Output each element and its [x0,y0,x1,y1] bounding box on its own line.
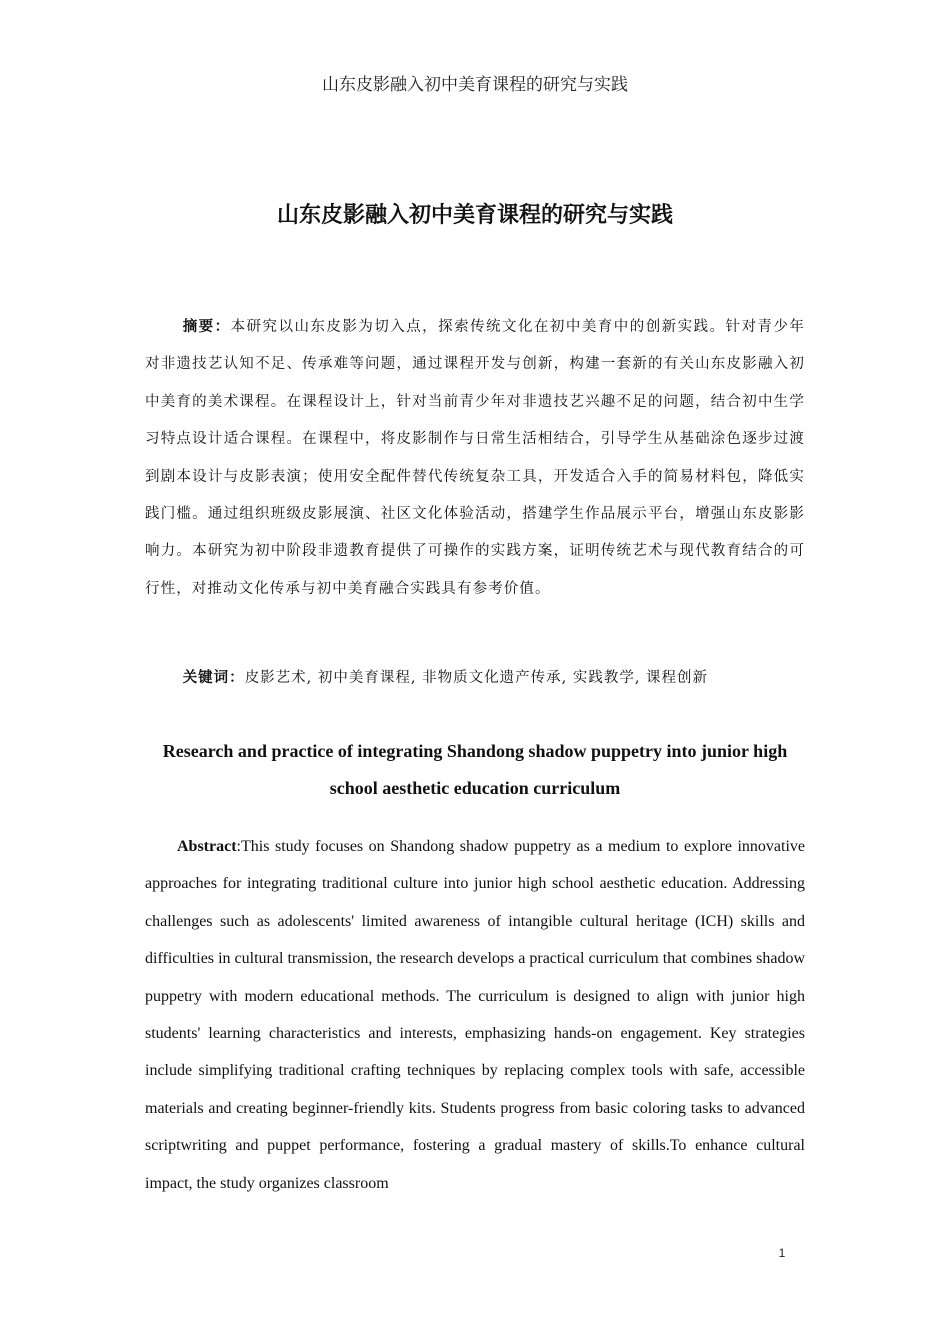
chinese-abstract [145,308,805,608]
chinese-abstract-label: 摘要： [182,318,231,335]
english-abstract-text: :This study focuses on Shandong shadow puppetry as a medium to explore innovative approaches for integrating traditional culture into junior high school aesthetic education. Addressing challenges such as adolescents' limited awareness of intangible cultural heritage (ICH) skills and difficulties in cultural transmission, the research develops a practical curriculum that combines shadow puppetry with modern educational methods. The curriculum is designed to align with junior high students' learning characteristics and interests, emphasizing hands-on engagement. Key strategies include simplifying traditional crafting techniques by replacing complex tools with safe, accessible materials and creating beginner-friendly kits. Students progress from basic coloring tasks to advanced scriptwriting and puppet performance, fostering a gradual mastery of skills.To enhance cultural impact, the study organizes classroom [145,838,805,1192]
running-header: 山东皮影融入初中美育课程的研究与实践 [322,75,628,95]
chinese-keywords [145,668,805,688]
chinese-abstract-text: 本研究以山东皮影为切入点，探索传统文化在初中美育中的创新实践。针对青少年对非遗技艺认知不足、传承难等问题，通过课程开发与创新，构建一套新的有关山东皮影融入初中美育的美术课程。在课程设计上，针对当前青少年对非遗技艺兴趣不足的问题，结合初中生学习特点设计适合课程。在课程中，将皮影制作与日常生活相结合，引导学生从基础涂色逐步过渡到剧本设计与皮影表演；使用安全配件替代传统复杂工具，开发适合入手的简易材料包，降低实践门槛。通过组织班级皮影展演、社区文化体验活动，搭建学生作品展示平台，增强山东皮影影响力。本研究为初中阶段非遗教育提供了可操作的实践方案，证明传统艺术与现代教育结合的可行性，对推动文化传承与初中美育融合实践具有参考价值。 [145,319,805,597]
chinese-keywords-text: 皮影艺术, 初中美育课程, 非物质文化遗产传承, 实践教学, 课程创新 [244,670,709,686]
chinese-keywords-label: 关键词： [182,669,245,686]
page-number [0,1246,786,1260]
english-abstract [145,828,805,1202]
chinese-title: 山东皮影融入初中美育课程的研究与实践 [276,203,673,228]
english-abstract-label: Abstract [177,838,237,855]
page-number-value: 1 [778,1246,786,1260]
english-title: Research and practice of integrating Shandong shadow puppetry into junior high school aesthetic education curriculum [162,741,788,798]
